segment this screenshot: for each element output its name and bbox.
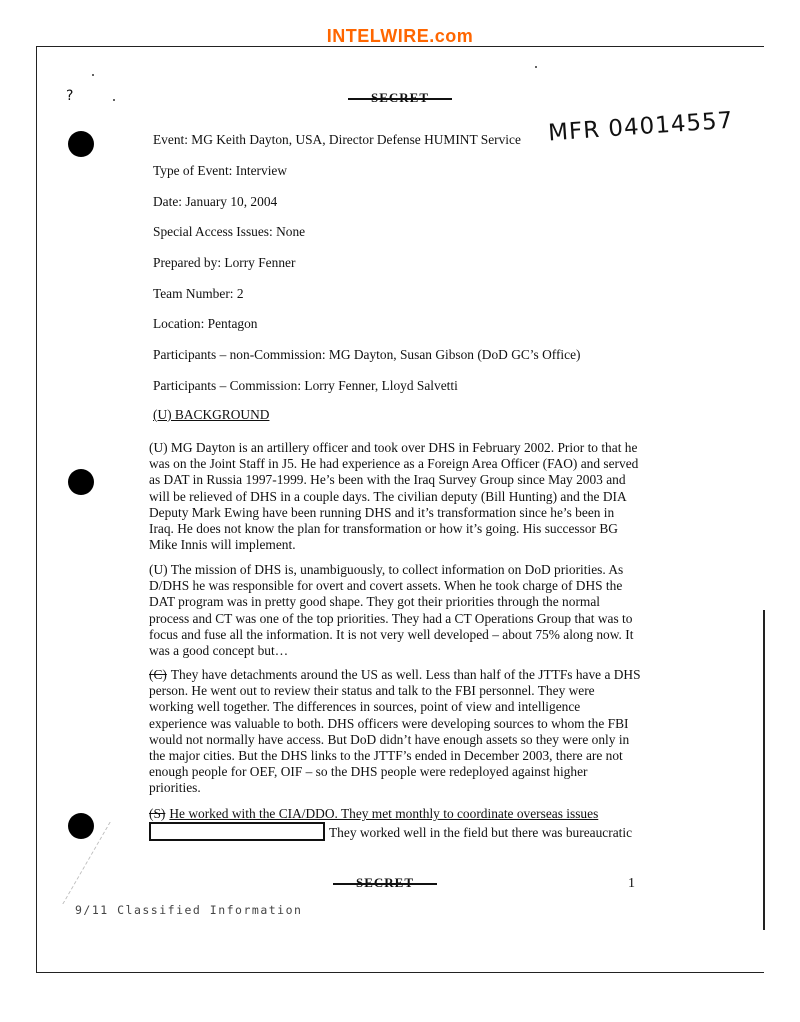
paragraph-background-2: (U) The mission of DHS is, unambiguously, to collect information on DoD priorities. As D/DHS he was responsible for overt and covert assets. When he took charge of DHS the DAT program was in pretty good shape. They got their priorities through the normal process and CT was one of the top priorities. They had a CT Operations Group that was to focus and fuse all the information. It is not very well developed – about 75% along now. It was a good concept but… xyxy=(149,562,634,659)
paragraph-text: They worked well in the field but there was bureaucratic xyxy=(329,825,633,841)
classification-bottom: SECRET xyxy=(325,875,445,891)
field-event: Event: MG Keith Dayton, USA, Director Defense HUMINT Service xyxy=(153,132,521,147)
punch-hole-bottom xyxy=(68,813,94,839)
redaction-box xyxy=(149,822,325,841)
field-team: Team Number: 2 xyxy=(153,286,244,301)
page-frame-top xyxy=(36,46,764,47)
handwritten-reference: MFR 04014557 xyxy=(547,107,735,147)
speck xyxy=(113,99,115,101)
field-type: Type of Event: Interview xyxy=(153,163,288,178)
classification-marking: (S) xyxy=(149,806,166,821)
field-special-access: Special Access Issues: None xyxy=(153,224,306,239)
paragraph-background-4 xyxy=(149,806,641,841)
page-frame-bottom xyxy=(36,972,764,973)
field-participants-non-commission: Participants – non-Commission: MG Dayton, Susan Gibson (DoD GC’s Office) xyxy=(153,347,581,362)
section-heading: (U) BACKGROUND xyxy=(153,407,270,422)
field-participants-commission: Participants – Commission: Lorry Fenner, Lloyd Salvetti xyxy=(153,378,458,393)
paragraph-text: They have detachments around the US as well. Less than half of the JTTFs have a DHS person. He went out to review their status and talk to the FBI personnel. They were working well together. The differences in sources, point of view and intelligence experience was valuable to both. DHS officers were developing sources to whom the FBI would not normally have access. But DoD didn’t have enough assets so they were only in the major cities. But the DHS links to the JTTF’s ended in December 2003, there are not enough people for OEF, OIF – so the DHS people were redeployed against higher priorities. xyxy=(149,667,641,796)
punch-hole-middle xyxy=(68,469,94,495)
paragraph-text: He worked with the CIA/DDO. They met monthly to coordinate overseas issues xyxy=(169,806,599,821)
page-frame-left xyxy=(36,46,37,972)
margin-scribble: ? xyxy=(66,88,74,104)
classification-top: SECRET xyxy=(340,90,460,106)
field-date: Date: January 10, 2004 xyxy=(153,194,278,209)
classification-marking: (C) xyxy=(149,667,167,682)
field-prepared-by: Prepared by: Lorry Fenner xyxy=(153,255,296,270)
paragraph-background-3 xyxy=(149,667,641,797)
punch-hole-top xyxy=(68,131,94,157)
footer-label: 9/11 Classified Information xyxy=(75,903,303,917)
paragraph-background-1: (U) MG Dayton is an artillery officer and took over DHS in February 2002. Prior to that he was on the Joint Staff in J5. He had experience as a Foreign Area Officer (FAO) and served as DAT in Russia 1997-1999. He’s been with the Iraq Survey Group since May 2003 and will be relieved of DHS in a couple days. The civilian deputy (Bill Hunting) and the DIA Deputy Mark Ewing have been running DHS and it’s transformation since he’s been in Iraq. He does not know the plan for transformation or how it’s going. His successor BG Mike Innis will implement. xyxy=(149,440,639,553)
speck xyxy=(535,66,537,68)
watermark: INTELWIRE.com xyxy=(326,26,474,46)
page-number: 1 xyxy=(628,876,635,891)
speck xyxy=(92,74,94,76)
page-frame-right xyxy=(763,610,765,930)
field-location: Location: Pentagon xyxy=(153,316,258,331)
